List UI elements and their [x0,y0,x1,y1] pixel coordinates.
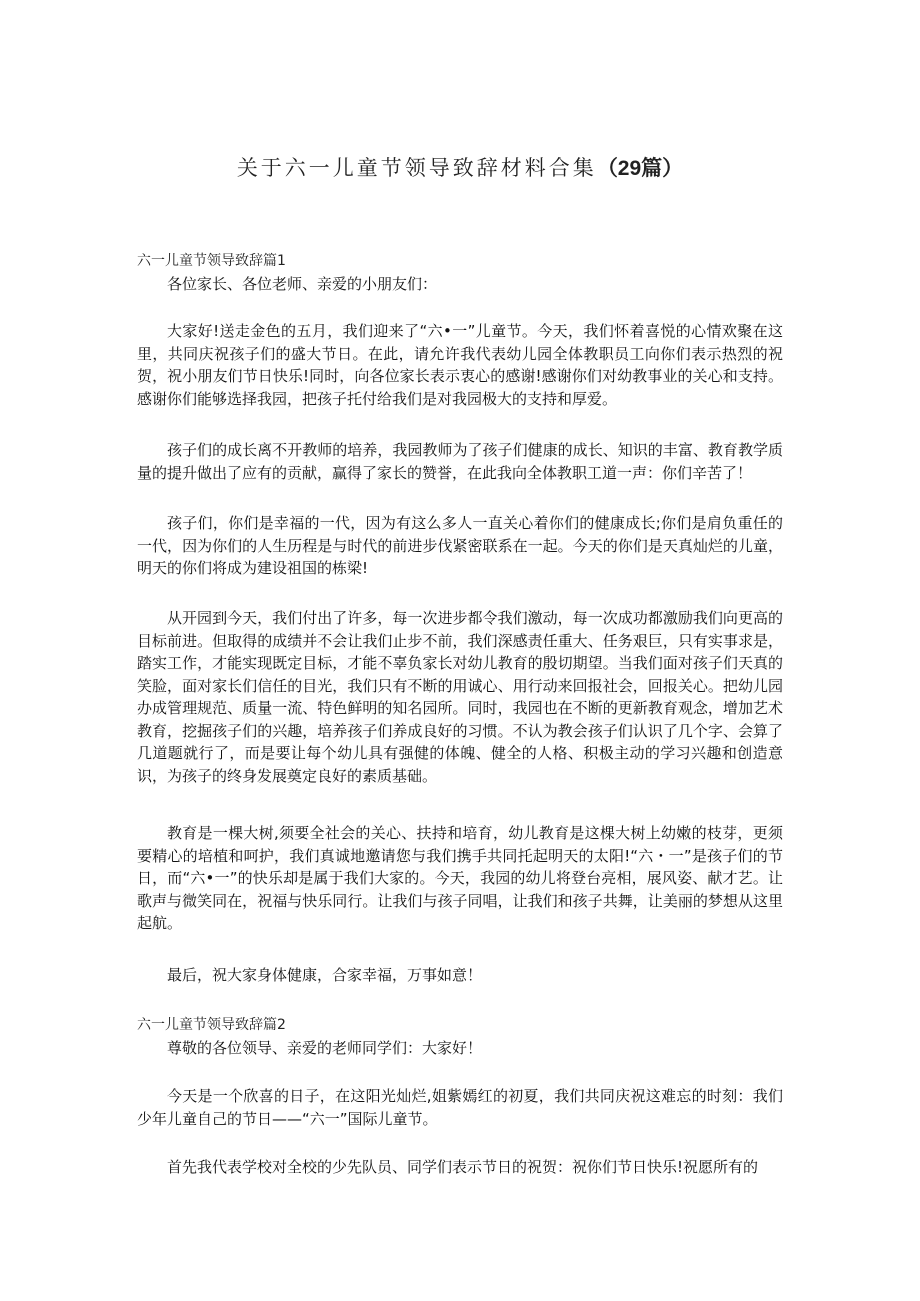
document-title [0,152,920,182]
salutation: 尊敬的各位领导、亲爱的老师同学们：大家好！ [167,1039,483,1057]
paragraph: 孩子们，你们是幸福的一代，因为有这么多人一直关心着你们的健康成长;你们是肩负重任的一代，因为你们的人生历程是与时代的前进步伐紧密联系在一起。今天的你们是天真灿烂的儿童，明天的你们将成为建设祖国的栋梁! [137,514,783,577]
title-count: （29篇） [596,157,684,180]
paragraph: 今天是一个欣喜的日子，在这阳光灿烂,姐紫嫣红的初夏，我们共同庆祝这难忘的时刻：我们少年儿童自己的节日——“六一”国际儿童节。 [137,1087,783,1128]
section-heading: 六一儿童节领导致辞篇2 [137,1017,286,1033]
paragraph: 孩子们的成长离不开教师的培养，我园教师为了孩子们健康的成长、知识的丰富、教育教学质量的提升做出了应有的贡献，赢得了家长的赞誉，在此我向全体教职工道一声：你们辛苦了！ [137,441,783,482]
paragraph: 从开园到今天，我们付出了许多，每一次进步都令我们激动，每一次成功都激励我们向更高的目标前进。但取得的成绩并不会让我们止步不前，我们深感责任重大、任务艰巨，只有实事求是，踏实工作，才能实现既定目标，才能不辜负家长对幼儿教育的殷切期望。当我们面对孩子们天真的笑脸，面对家长们信任的目光，我们只有不断的用诚心、用行动来回报社会，回报关心。把幼儿园办成管理规范、质量一流、特色鲜明的知名园所。同时，我园也在不断的更新教育观念，增加艺术教育，挖掘孩子们的兴趣，培养孩子们养成良好的习惯。不认为教会孩子们认识了几个字、会算了几道题就行了，而是要让每个幼儿具有强健的体魄、健全的人格、积极主动的学习兴趣和创造意识，为孩子的终身发展奠定良好的素质基础。 [137,609,783,785]
paragraph: 教育是一棵大树,须要全社会的关心、扶持和培育，幼儿教育是这棵大树上幼嫩的枝芽，更须要精心的培植和呵护，我们真诚地邀请您与我们携手共同托起明天的太阳!“六・一”是孩子们的节日，而“六•一”的快乐却是属于我们大家的。今天，我园的幼儿将登台亮相，展风姿、献才艺。让歌声与微笑同在，祝福与快乐同行。让我们与孩子同唱，让我们和孩子共舞，让美丽的梦想从这里起航。 [137,824,783,932]
salutation: 各位家长、各位老师、亲爱的小朋友们： [167,275,438,293]
closing-line: 最后，祝大家身体健康，合家幸福，万事如意！ [167,966,483,984]
paragraph: 大家好!送走金色的五月，我们迎来了“六•一”儿童节。今天，我们怀着喜悦的心情欢聚在这里，共同庆祝孩子们的盛大节日。在此，请允许我代表幼儿园全体教职员工向你们表示热烈的祝贺，祝小朋友们节日快乐!同时，向各位家长表示衷心的感谢!感谢你们对幼教事业的关心和支持。感谢你们能够选择我园，把孩子托付给我们是对我园极大的支持和厚爱。 [137,322,783,408]
title-main: 关于六一儿童节领导致辞材料合集 [236,156,597,180]
section-heading: 六一儿童节领导致辞篇1 [137,253,286,269]
paragraph: 首先我代表学校对全校的少先队员、同学们表示节日的祝贺：祝你们节日快乐!祝愿所有的 [167,1158,759,1176]
